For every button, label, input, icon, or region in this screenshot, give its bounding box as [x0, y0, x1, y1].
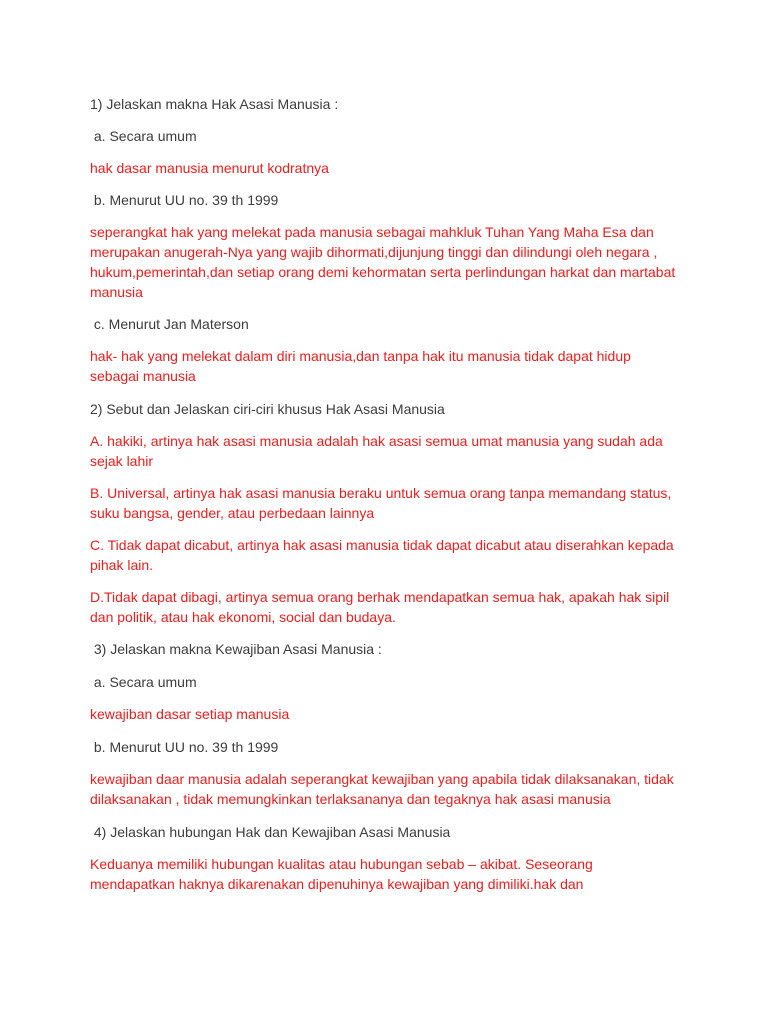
question-1: 1) Jelaskan makna Hak Asasi Manusia : [90, 96, 339, 112]
answer-2d: D.Tidak dapat dibagi, artinya semua orang berhak mendapatkan semua hak, apakah hak sipil dan politik, atau hak ekonomi, social dan budaya. [90, 589, 670, 625]
answer-1b: seperangkat hak yang melekat pada manusia sebagai mahkluk Tuhan Yang Maha Esa dan merupakan anugerah-Nya yang wajib dihormati,dijunjung tinggi dan dilindungi oleh negara , hukum,pemerintah,dan setiap orang demi kehormatan serta perlindungan harkat dan martabat manusia [90, 224, 676, 300]
question-2: 2) Sebut dan Jelaskan ciri-ciri khusus Hak Asasi Manusia [90, 401, 445, 417]
question-3b: b. Menurut UU no. 39 th 1999 [90, 739, 279, 755]
question-1b: b. Menurut UU no. 39 th 1999 [90, 192, 279, 208]
answer-1a: hak dasar manusia menurut kodratnya [90, 160, 329, 176]
question-1c: c. Menurut Jan Materson [90, 316, 249, 332]
answer-2c: C. Tidak dapat dicabut, artinya hak asasi manusia tidak dapat dicabut atau diserahkan kepada pihak lain. [90, 537, 674, 573]
question-1a: a. Secara umum [90, 128, 197, 144]
answer-2a: A. hakiki, artinya hak asasi manusia adalah hak asasi semua umat manusia yang sudah ada sejak lahir [90, 433, 663, 469]
question-3: 3) Jelaskan makna Kewajiban Asasi Manusia : [90, 641, 382, 657]
answer-1c: hak- hak yang melekat dalam diri manusia,dan tanpa hak itu manusia tidak dapat hidup sebagai manusia [90, 348, 631, 384]
answer-4: Keduanya memiliki hubungan kualitas atau hubungan sebab – akibat. Seseorang mendapatkan haknya dikarenakan dipenuhinya kewajiban yang dimiliki.hak dan [90, 856, 593, 892]
answer-3a: kewajiban dasar setiap manusia [90, 706, 290, 722]
answer-2b: B. Universal, artinya hak asasi manusia beraku untuk semua orang tanpa memandang status, suku bangsa, gender, atau perbedaan lainnya [90, 485, 672, 521]
answer-3b: kewajiban daar manusia adalah seperangkat kewajiban yang apabila tidak dilaksanakan, tidak dilaksanakan , tidak memungkinkan terlaksananya dan tegaknya hak asasi manusia [90, 771, 674, 807]
question-3a: a. Secara umum [90, 674, 197, 690]
question-4: 4) Jelaskan hubungan Hak dan Kewajiban Asasi Manusia [90, 824, 451, 840]
